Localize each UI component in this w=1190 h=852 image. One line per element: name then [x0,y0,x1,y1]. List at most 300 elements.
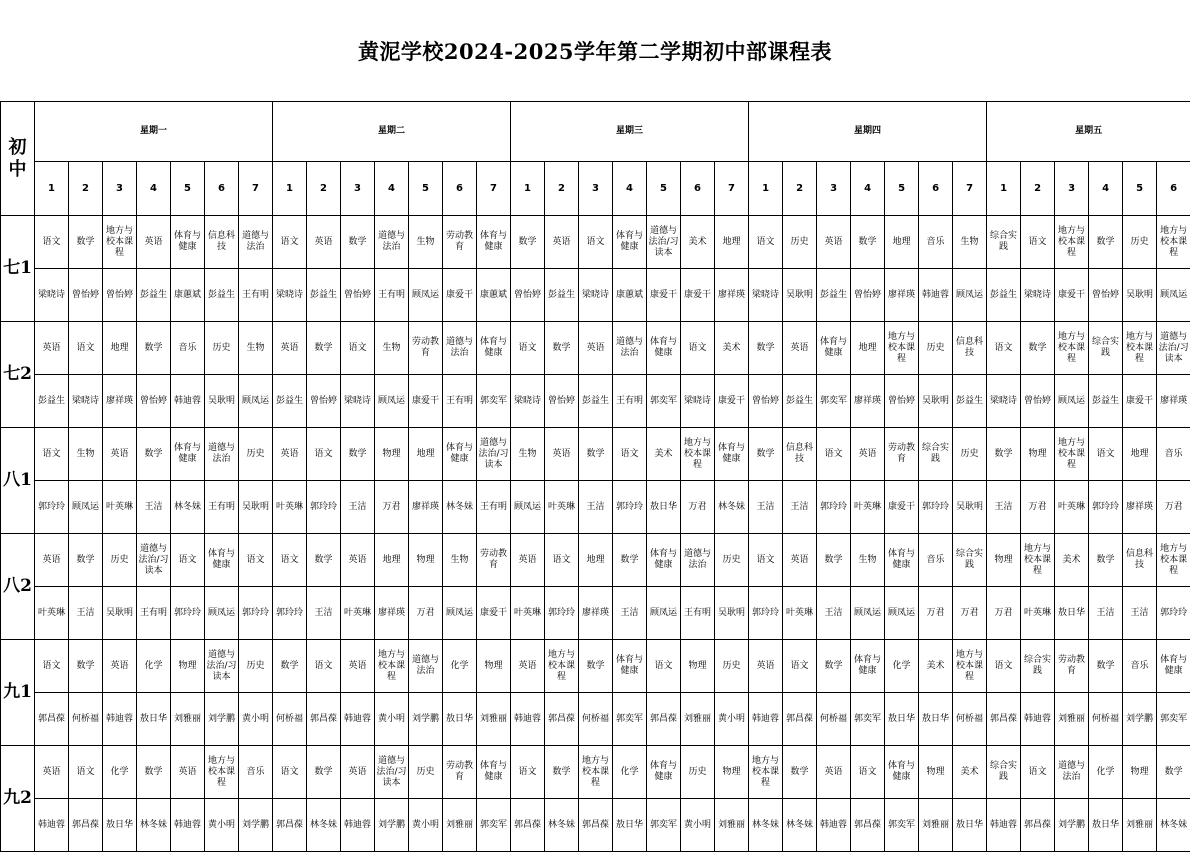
table-row [1,375,1190,428]
teacher-cell: 王洁 [817,587,851,640]
table-row [1,269,1190,322]
teacher-cell: 康爱干 [885,481,919,534]
teacher-cell: 廖祥瑛 [409,481,443,534]
teacher-cell: 韩迪蓉 [817,799,851,852]
teacher-cell: 康爱干 [647,269,681,322]
teacher-cell: 廖祥瑛 [579,587,613,640]
teacher-cell: 郭玲玲 [307,481,341,534]
subject-cell: 化学 [103,746,137,799]
subject-cell: 语文 [273,746,307,799]
day-header: 星期五 [987,102,1190,162]
subject-cell: 语文 [783,640,817,693]
subject-cell: 语文 [171,534,205,587]
teacher-cell: 郭玲玲 [273,587,307,640]
teacher-cell: 王有明 [375,269,409,322]
subject-cell: 英语 [273,428,307,481]
subject-cell: 英语 [783,534,817,587]
teacher-cell: 王洁 [783,481,817,534]
subject-cell: 体育与健康 [171,428,205,481]
subject-cell: 数学 [783,746,817,799]
teacher-cell: 梁晓诗 [681,375,715,428]
subject-cell: 化学 [443,640,477,693]
subject-cell: 数学 [851,216,885,269]
teacher-cell: 郭奕军 [647,375,681,428]
subject-cell: 体育与健康 [851,640,885,693]
teacher-cell: 敖日华 [1055,587,1089,640]
period-number: 5 [171,162,205,216]
period-number: 6 [443,162,477,216]
subject-cell: 地方与校本课程 [1123,322,1157,375]
teacher-cell: 韩迪蓉 [749,693,783,746]
teacher-cell: 郭昌葆 [307,693,341,746]
teacher-cell: 廖祥瑛 [851,375,885,428]
subject-cell: 语文 [817,428,851,481]
teacher-cell: 顾凤运 [511,481,545,534]
subject-cell: 数学 [545,322,579,375]
teacher-cell: 黄小明 [715,693,749,746]
teacher-cell: 敖日华 [919,693,953,746]
teacher-cell: 林冬妹 [715,481,749,534]
teacher-cell: 郭奕军 [1157,693,1190,746]
teacher-cell: 康爱干 [1123,375,1157,428]
teacher-cell: 郭玲玲 [35,481,69,534]
subject-cell: 地理 [579,534,613,587]
period-number: 3 [1055,162,1089,216]
teacher-cell: 郭昌葆 [273,799,307,852]
teacher-cell: 韩迪蓉 [341,693,375,746]
teacher-cell: 梁晓诗 [341,375,375,428]
subject-cell: 英语 [171,746,205,799]
teacher-cell: 郭玲玲 [749,587,783,640]
table-row [1,216,1190,269]
subject-cell: 综合实践 [987,746,1021,799]
subject-cell: 地方与校本课程 [681,428,715,481]
subject-cell: 数学 [579,640,613,693]
subject-cell: 美术 [953,746,987,799]
teacher-cell: 郭奕军 [613,693,647,746]
subject-cell: 生物 [511,428,545,481]
period-number: 6 [919,162,953,216]
subject-cell: 物理 [375,428,409,481]
subject-cell: 语文 [273,534,307,587]
teacher-cell: 黄小明 [205,799,239,852]
teacher-cell: 顾凤运 [1055,375,1089,428]
subject-cell: 综合实践 [987,216,1021,269]
subject-cell: 道德与法治/习读本 [647,216,681,269]
subject-cell: 数学 [69,534,103,587]
table-row [1,534,1190,587]
subject-cell: 英语 [579,322,613,375]
teacher-cell: 顾凤运 [409,269,443,322]
teacher-cell: 康爱干 [409,375,443,428]
subject-cell: 历史 [715,534,749,587]
teacher-cell: 顾凤运 [953,269,987,322]
table-row [1,640,1190,693]
subject-cell: 英语 [511,640,545,693]
subject-cell: 道德与法治/习读本 [205,640,239,693]
subject-cell: 音乐 [919,216,953,269]
subject-cell: 语文 [307,428,341,481]
teacher-cell: 林冬妹 [1157,799,1190,852]
table-row [1,481,1190,534]
teacher-cell: 万君 [987,587,1021,640]
subject-cell: 体育与健康 [477,322,511,375]
subject-cell: 美术 [1055,534,1089,587]
subject-cell: 物理 [1123,746,1157,799]
day-header: 星期四 [749,102,987,162]
subject-cell: 英语 [783,322,817,375]
subject-cell: 地方与校本课程 [953,640,987,693]
class-name: 七1 [1,216,35,322]
subject-cell: 数学 [273,640,307,693]
subject-cell: 地方与校本课程 [1021,534,1055,587]
subject-cell: 历史 [409,746,443,799]
teacher-cell: 何桥福 [817,693,851,746]
corner-label: 初中 [1,102,35,216]
teacher-cell: 刘雅丽 [171,693,205,746]
period-number: 2 [1021,162,1055,216]
subject-cell: 数学 [511,216,545,269]
subject-cell: 英语 [817,746,851,799]
subject-cell: 化学 [885,640,919,693]
teacher-cell: 敖日华 [103,799,137,852]
subject-cell: 数学 [69,216,103,269]
subject-cell: 英语 [103,640,137,693]
teacher-cell: 王洁 [137,481,171,534]
subject-cell: 美术 [919,640,953,693]
teacher-cell: 康蕙斌 [477,269,511,322]
teacher-cell: 刘学鹏 [375,799,409,852]
teacher-cell: 郭玲玲 [613,481,647,534]
teacher-cell: 顾凤运 [885,587,919,640]
subject-cell: 语文 [749,534,783,587]
subject-cell: 地理 [715,216,749,269]
subject-cell: 物理 [987,534,1021,587]
teacher-cell: 郭玲玲 [817,481,851,534]
teacher-cell: 刘学鹏 [1055,799,1089,852]
subject-cell: 体育与健康 [1157,640,1190,693]
teacher-cell: 彭益生 [35,375,69,428]
teacher-cell: 黄小明 [239,693,273,746]
subject-cell: 英语 [511,534,545,587]
subject-cell: 化学 [1089,746,1123,799]
teacher-cell: 林冬妹 [443,481,477,534]
teacher-cell: 郭昌葆 [579,799,613,852]
period-number: 2 [307,162,341,216]
teacher-cell: 曾怡婷 [851,269,885,322]
teacher-cell: 彭益生 [273,375,307,428]
period-number: 1 [511,162,545,216]
subject-cell: 语文 [1021,746,1055,799]
teacher-cell: 何桥福 [953,693,987,746]
subject-cell: 英语 [137,216,171,269]
subject-cell: 音乐 [1157,428,1190,481]
subject-cell: 地方与校本课程 [205,746,239,799]
timetable [0,101,1190,852]
teacher-cell: 黄小明 [375,693,409,746]
subject-cell: 英语 [341,640,375,693]
subject-cell: 语文 [273,216,307,269]
teacher-cell: 吴耿明 [239,481,273,534]
teacher-cell: 梁晓诗 [35,269,69,322]
subject-cell: 数学 [307,322,341,375]
teacher-cell: 韩迪蓉 [35,799,69,852]
teacher-cell: 郭昌葆 [35,693,69,746]
teacher-cell: 彭益生 [783,375,817,428]
teacher-cell: 曾怡婷 [885,375,919,428]
subject-cell: 语文 [35,640,69,693]
teacher-cell: 黄小明 [409,799,443,852]
subject-cell: 语文 [239,534,273,587]
subject-cell: 语文 [69,322,103,375]
subject-cell: 劳动教育 [477,534,511,587]
teacher-cell: 曾怡婷 [307,375,341,428]
subject-cell: 信息科技 [1123,534,1157,587]
teacher-cell: 刘学鹏 [1123,693,1157,746]
teacher-cell: 吴耿明 [205,375,239,428]
period-number: 4 [137,162,171,216]
subject-cell: 数学 [545,746,579,799]
teacher-cell: 王洁 [613,587,647,640]
subject-cell: 地理 [103,322,137,375]
teacher-cell: 万君 [919,587,953,640]
subject-cell: 英语 [851,428,885,481]
teacher-cell: 梁晓诗 [579,269,613,322]
teacher-cell: 郭昌葆 [647,693,681,746]
teacher-cell: 叶英琳 [1021,587,1055,640]
table-row [1,693,1190,746]
subject-cell: 物理 [715,746,749,799]
subject-cell: 历史 [1123,216,1157,269]
subject-cell: 英语 [35,746,69,799]
class-name: 七2 [1,322,35,428]
teacher-cell: 吴耿明 [919,375,953,428]
subject-cell: 英语 [545,428,579,481]
subject-cell: 美术 [647,428,681,481]
teacher-cell: 叶英琳 [103,481,137,534]
subject-cell: 语文 [511,322,545,375]
subject-cell: 语文 [987,322,1021,375]
subject-cell: 地理 [409,428,443,481]
subject-cell: 语文 [35,428,69,481]
teacher-cell: 顾凤运 [69,481,103,534]
subject-cell: 体育与健康 [647,322,681,375]
subject-cell: 数学 [749,322,783,375]
subject-cell: 地理 [1123,428,1157,481]
subject-cell: 生物 [409,216,443,269]
teacher-cell: 林冬妹 [307,799,341,852]
teacher-cell: 刘雅丽 [477,693,511,746]
period-number: 3 [817,162,851,216]
subject-cell: 地理 [885,216,919,269]
subject-cell: 数学 [341,216,375,269]
teacher-cell: 王洁 [579,481,613,534]
table-row [1,587,1190,640]
subject-cell: 语文 [647,640,681,693]
subject-cell: 道德与法治/习读本 [477,428,511,481]
subject-cell: 生物 [239,322,273,375]
subject-cell: 生物 [953,216,987,269]
period-number: 7 [477,162,511,216]
teacher-cell: 廖祥瑛 [1157,375,1190,428]
subject-cell: 英语 [35,322,69,375]
period-number: 3 [579,162,613,216]
teacher-cell: 王洁 [1089,587,1123,640]
teacher-cell: 万君 [375,481,409,534]
subject-cell: 语文 [511,746,545,799]
teacher-cell: 何桥福 [273,693,307,746]
class-name: 八2 [1,534,35,640]
teacher-cell: 廖祥瑛 [885,269,919,322]
subject-cell: 综合实践 [1089,322,1123,375]
subject-cell: 数学 [817,534,851,587]
subject-cell: 地理 [375,534,409,587]
teacher-cell: 彭益生 [137,269,171,322]
subject-cell: 生物 [69,428,103,481]
teacher-cell: 曾怡婷 [69,269,103,322]
period-number: 4 [1089,162,1123,216]
table-row [1,322,1190,375]
teacher-cell: 康爱干 [681,269,715,322]
subject-cell: 地理 [851,322,885,375]
teacher-cell: 万君 [1157,481,1190,534]
teacher-cell: 敖日华 [613,799,647,852]
subject-cell: 道德与法治 [443,322,477,375]
teacher-cell: 叶英琳 [341,587,375,640]
subject-cell: 历史 [103,534,137,587]
subject-cell: 化学 [613,746,647,799]
teacher-cell: 叶英琳 [35,587,69,640]
teacher-cell: 敖日华 [137,693,171,746]
teacher-cell: 郭昌葆 [545,693,579,746]
period-number: 7 [715,162,749,216]
teacher-cell: 康蕙斌 [613,269,647,322]
teacher-cell: 彭益生 [1089,375,1123,428]
teacher-cell: 叶英琳 [1055,481,1089,534]
class-name: 九2 [1,746,35,852]
teacher-cell: 曾怡婷 [341,269,375,322]
subject-cell: 语文 [341,322,375,375]
subject-cell: 数学 [307,534,341,587]
teacher-cell: 郭昌葆 [1021,799,1055,852]
teacher-cell: 王洁 [341,481,375,534]
subject-cell: 英语 [817,216,851,269]
subject-cell: 地方与校本课程 [579,746,613,799]
teacher-cell: 韩迪蓉 [919,269,953,322]
subject-cell: 体育与健康 [817,322,851,375]
period-number: 6 [1157,162,1190,216]
teacher-cell: 王有明 [205,481,239,534]
subject-cell: 语文 [749,216,783,269]
period-number: 1 [749,162,783,216]
teacher-cell: 梁晓诗 [273,269,307,322]
subject-cell: 道德与法治/习读本 [137,534,171,587]
subject-cell: 道德与法治 [205,428,239,481]
teacher-cell: 韩迪蓉 [511,693,545,746]
day-header: 星期一 [35,102,273,162]
subject-cell: 综合实践 [953,534,987,587]
subject-cell: 数学 [749,428,783,481]
teacher-cell: 刘学鹏 [205,693,239,746]
subject-cell: 综合实践 [1021,640,1055,693]
subject-cell: 语文 [579,216,613,269]
period-number: 4 [375,162,409,216]
teacher-cell: 顾凤运 [647,587,681,640]
teacher-cell: 王洁 [1123,587,1157,640]
subject-cell: 体育与健康 [477,746,511,799]
subject-cell: 数学 [1157,746,1190,799]
teacher-cell: 韩迪蓉 [103,693,137,746]
teacher-cell: 廖祥瑛 [103,375,137,428]
teacher-cell: 韩迪蓉 [171,375,205,428]
teacher-cell: 顾凤运 [443,587,477,640]
subject-cell: 体育与健康 [205,534,239,587]
teacher-cell: 郭昌葆 [987,693,1021,746]
subject-cell: 历史 [681,746,715,799]
teacher-cell: 王洁 [69,587,103,640]
teacher-cell: 王有明 [477,481,511,534]
teacher-cell: 敖日华 [443,693,477,746]
period-number: 1 [35,162,69,216]
subject-cell: 英语 [273,322,307,375]
subject-cell: 生物 [851,534,885,587]
teacher-cell: 康爱干 [477,587,511,640]
teacher-cell: 韩迪蓉 [1021,693,1055,746]
subject-cell: 物理 [171,640,205,693]
subject-cell: 地方与校本课程 [1055,428,1089,481]
subject-cell: 英语 [341,746,375,799]
teacher-cell: 郭昌葆 [511,799,545,852]
subject-cell: 信息科技 [205,216,239,269]
subject-cell: 数学 [1089,534,1123,587]
subject-cell: 英语 [103,428,137,481]
teacher-cell: 吴耿明 [715,587,749,640]
day-header: 星期三 [511,102,749,162]
subject-cell: 物理 [919,746,953,799]
teacher-cell: 顾凤运 [1157,269,1190,322]
teacher-cell: 林冬妹 [783,799,817,852]
teacher-cell: 敖日华 [885,693,919,746]
subject-cell: 道德与法治/习读本 [1157,322,1190,375]
subject-cell: 英语 [35,534,69,587]
subject-cell: 体育与健康 [613,640,647,693]
teacher-cell: 王洁 [749,481,783,534]
teacher-cell: 郭玲玲 [1089,481,1123,534]
teacher-cell: 林冬妹 [545,799,579,852]
period-number: 3 [341,162,375,216]
teacher-cell: 廖祥瑛 [375,587,409,640]
teacher-cell: 曾怡婷 [749,375,783,428]
class-name: 八1 [1,428,35,534]
teacher-cell: 韩迪蓉 [341,799,375,852]
period-number: 3 [103,162,137,216]
teacher-cell: 何桥福 [1089,693,1123,746]
subject-cell: 历史 [919,322,953,375]
subject-cell: 劳动教育 [443,746,477,799]
teacher-cell: 吴耿明 [1123,269,1157,322]
period-number: 2 [69,162,103,216]
teacher-cell: 韩迪蓉 [987,799,1021,852]
subject-cell: 信息科技 [953,322,987,375]
teacher-cell: 刘雅丽 [715,799,749,852]
teacher-cell: 叶英琳 [273,481,307,534]
teacher-cell: 顾凤运 [205,587,239,640]
subject-cell: 历史 [239,640,273,693]
teacher-cell: 郭昌葆 [851,799,885,852]
subject-cell: 体育与健康 [647,746,681,799]
teacher-cell: 曾怡婷 [137,375,171,428]
teacher-cell: 刘雅丽 [1123,799,1157,852]
